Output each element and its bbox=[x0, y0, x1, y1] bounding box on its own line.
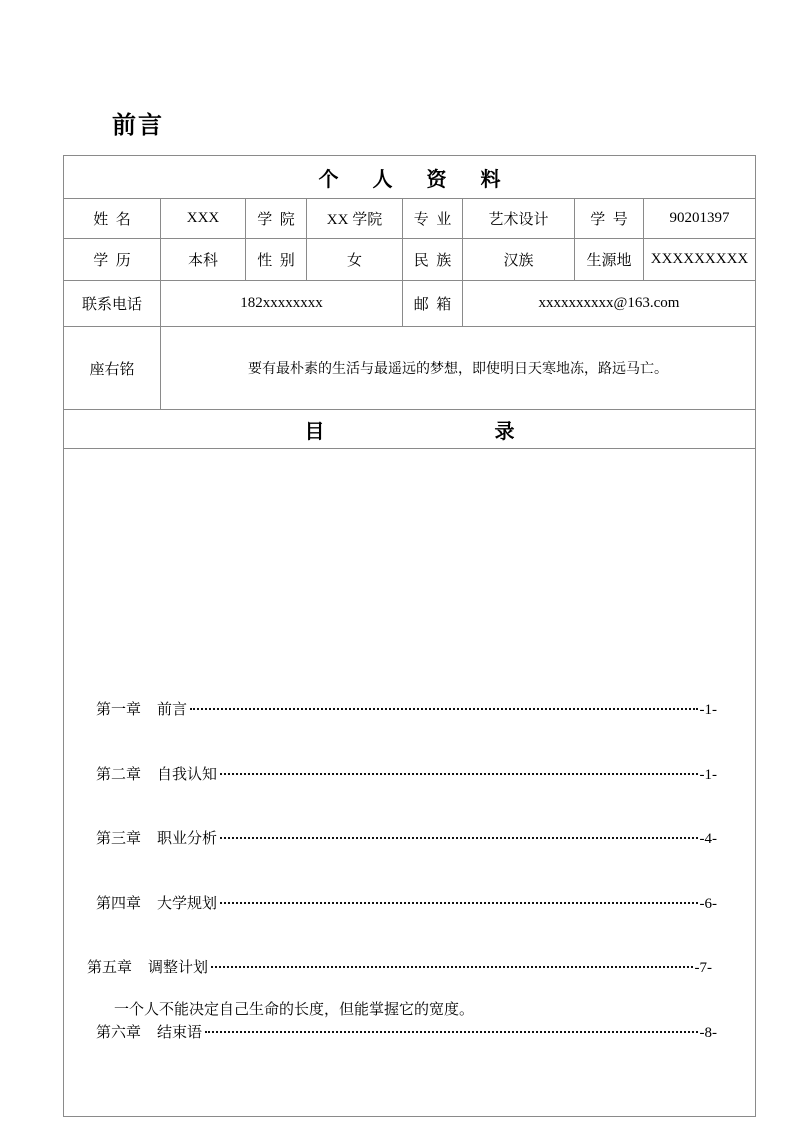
dot-leader bbox=[211, 966, 692, 968]
footer-note: 一个人不能决定自己生命的长度，但能掌握它的宽度。 bbox=[114, 1002, 475, 1018]
toc-section-title bbox=[64, 410, 756, 449]
ethnicity-value: 汉族 bbox=[463, 239, 575, 281]
toc-entry bbox=[96, 824, 717, 855]
dot-leader bbox=[220, 837, 697, 839]
toc-entry bbox=[96, 760, 717, 791]
dot-leader bbox=[220, 773, 697, 775]
dot-leader bbox=[190, 708, 697, 710]
college-value: XX 学院 bbox=[307, 199, 403, 239]
student-id-label: 学 号 bbox=[575, 199, 644, 239]
phone-label: 联系电话 bbox=[64, 281, 161, 327]
ethnicity-label: 民 族 bbox=[403, 239, 463, 281]
student-id-value: 90201397 bbox=[644, 199, 756, 239]
toc-page-number: -1- bbox=[699, 766, 717, 783]
toc-page-number: -6- bbox=[699, 895, 717, 912]
origin-label: 生源地 bbox=[575, 239, 644, 281]
gender-label: 性 别 bbox=[246, 239, 307, 281]
dot-leader bbox=[220, 902, 697, 904]
name-value: XXX bbox=[161, 199, 246, 239]
profile-and-toc-table bbox=[63, 155, 756, 1117]
motto-value: 要有最朴素的生活与最遥远的梦想，即使明日天寒地冻，路远马亡。 bbox=[161, 327, 756, 410]
toc-title: 前言 bbox=[157, 702, 188, 718]
toc-page-number: -4- bbox=[699, 831, 717, 847]
toc-header-row bbox=[64, 410, 756, 449]
origin-value: XXXXXXXXX bbox=[644, 239, 756, 281]
profile-row-motto bbox=[64, 327, 756, 410]
toc-chapter: 第二章 bbox=[96, 766, 142, 783]
email-label: 邮 箱 bbox=[403, 281, 463, 327]
toc-chapter: 第五章 bbox=[87, 960, 133, 976]
email-value: xxxxxxxxxx@163.com bbox=[463, 281, 756, 327]
page-title: 前言 bbox=[112, 112, 164, 139]
gender-value: 女 bbox=[307, 239, 403, 281]
motto-label: 座右铭 bbox=[64, 327, 161, 410]
toc-entry bbox=[87, 953, 712, 984]
toc-entry bbox=[96, 695, 717, 726]
toc-page-number: -1- bbox=[699, 702, 717, 718]
college-label: 学 院 bbox=[246, 199, 307, 239]
profile-header-row bbox=[64, 156, 756, 199]
toc-title: 大学规划 bbox=[157, 895, 218, 912]
toc-page-number: -7- bbox=[694, 960, 712, 976]
phone-value: 182xxxxxxxx bbox=[161, 281, 403, 327]
toc-chapter: 第六章 bbox=[96, 1024, 142, 1041]
toc-page-number: -8- bbox=[699, 1024, 717, 1041]
dot-leader bbox=[205, 1031, 697, 1033]
education-label: 学 历 bbox=[64, 239, 161, 281]
profile-row-1 bbox=[64, 199, 756, 239]
toc-chapter: 第一章 bbox=[96, 702, 142, 718]
toc-title: 调整计划 bbox=[148, 960, 209, 976]
major-label: 专 业 bbox=[403, 199, 463, 239]
profile-section-title-text: 个人资料 bbox=[318, 168, 535, 191]
toc-title: 结束语 bbox=[157, 1024, 203, 1041]
toc-chapter: 第三章 bbox=[96, 831, 142, 847]
name-label: 姓 名 bbox=[64, 199, 161, 239]
toc-section-title-text: 目录 bbox=[304, 420, 685, 443]
profile-row-2 bbox=[64, 239, 756, 281]
education-value: 本科 bbox=[161, 239, 246, 281]
profile-row-3 bbox=[64, 281, 756, 327]
toc-entry bbox=[96, 1018, 717, 1049]
toc-chapter: 第四章 bbox=[96, 895, 142, 912]
toc-entry bbox=[96, 889, 717, 920]
major-value: 艺术设计 bbox=[463, 199, 575, 239]
toc-list bbox=[66, 483, 753, 1082]
profile-section-title bbox=[64, 156, 756, 199]
toc-title: 自我认知 bbox=[157, 766, 218, 783]
toc-title: 职业分析 bbox=[157, 831, 218, 847]
